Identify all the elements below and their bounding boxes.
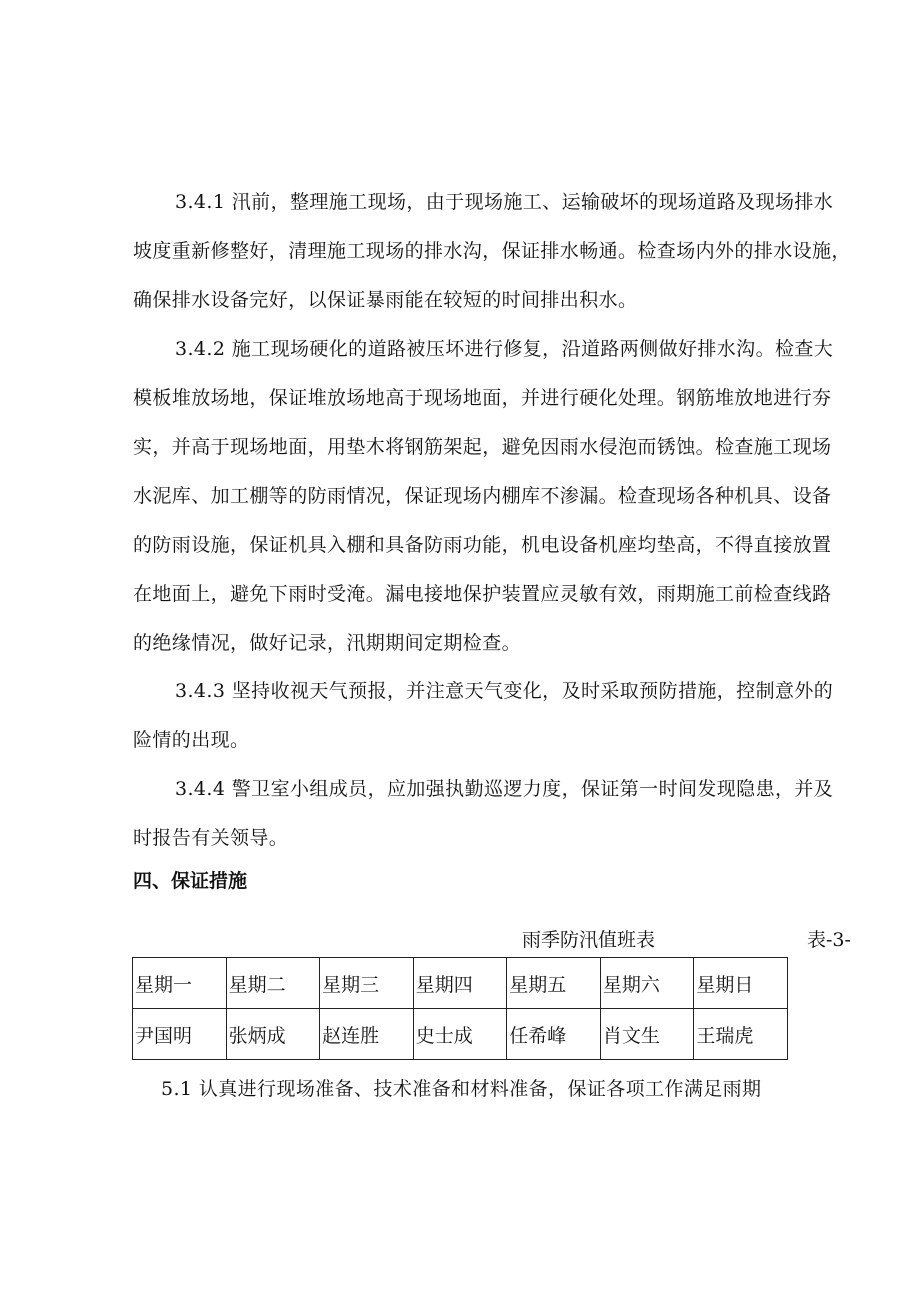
paragraph-line: 时报告有关领导。	[133, 827, 289, 849]
paragraph-line: 在地面上，避免下雨时受淹。漏电接地保护装置应灵敏有效，雨期施工前检查线路	[133, 583, 832, 605]
table-cell-name: 任希峰	[507, 1009, 601, 1060]
paragraph-3-4-2	[133, 325, 855, 668]
paragraph-line: 的防雨设施，保证机具入棚和具备防雨功能，机电设备机座均垫高，不得直接放置	[133, 534, 832, 556]
paragraph-line: 实，并高于现场地面，用垫木将钢筋架起，避免因雨水侵泡而锈蚀。检查施工现场	[133, 436, 832, 458]
table-cell-day: 星期六	[600, 958, 694, 1009]
table-number: 表-3-	[807, 929, 851, 951]
paragraph-line: 3.4.1 汛前，整理施工现场，由于现场施工、运输破坏的现场道路及现场排水	[175, 191, 834, 213]
paragraph-line: 3.4.4 警卫室小组成员，应加强执勤巡逻力度，保证第一时间发现隐患，并及	[175, 778, 834, 800]
paragraph-line: 模板堆放场地，保证堆放场地高于现场地面，并进行硬化处理。钢筋堆放地进行夯	[133, 387, 832, 409]
paragraph-line: 确保排水设备完好，以保证暴雨能在较短的时间排出积水。	[133, 289, 638, 311]
section-heading: 四、保证措施	[133, 870, 248, 892]
table-cell-name: 尹国明	[133, 1009, 227, 1060]
closing-paragraph: 5.1 认真进行现场准备、技术准备和材料准备，保证各项工作满足雨期	[161, 1078, 762, 1100]
table-row	[133, 1009, 788, 1060]
table-cell-name: 赵连胜	[320, 1009, 414, 1060]
table-caption: 雨季防汛值班表	[522, 929, 656, 951]
paragraph-3-4-3	[133, 667, 855, 765]
table-cell-day: 星期四	[413, 958, 507, 1009]
table-cell-name: 肖文生	[600, 1009, 694, 1060]
paragraph-line: 水泥库、加工棚等的防雨情况，保证现场内棚库不渗漏。检查现场各种机具、设备	[133, 485, 832, 507]
table-cell-name: 王瑞虎	[694, 1009, 788, 1060]
table-cell-name: 张炳成	[226, 1009, 320, 1060]
paragraph-line: 险情的出现。	[133, 729, 250, 751]
duty-roster-table	[132, 957, 788, 1060]
paragraph-line: 坡度重新修整好，清理施工现场的排水沟，保证排水畅通。检查场内外的排水设施，	[133, 240, 851, 262]
table-cell-day: 星期五	[507, 958, 601, 1009]
paragraph-line: 3.4.3 坚持收视天气预报，并注意天气变化，及时采取预防措施，控制意外的	[175, 680, 834, 702]
paragraph-line: 的绝缘情况，做好记录，汛期期间定期检查。	[133, 632, 522, 654]
paragraph-line: 3.4.2 施工现场硬化的道路被压坏进行修复，沿道路两侧做好排水沟。检查大	[175, 338, 834, 360]
table-cell-day: 星期二	[226, 958, 320, 1009]
table-cell-day: 星期三	[320, 958, 414, 1009]
table-header-row	[133, 958, 788, 1009]
table-cell-day: 星期日	[694, 958, 788, 1009]
paragraph-3-4-1	[133, 178, 855, 325]
table-cell-day: 星期一	[133, 958, 227, 1009]
table-cell-name: 史士成	[413, 1009, 507, 1060]
paragraph-3-4-4	[133, 765, 855, 863]
